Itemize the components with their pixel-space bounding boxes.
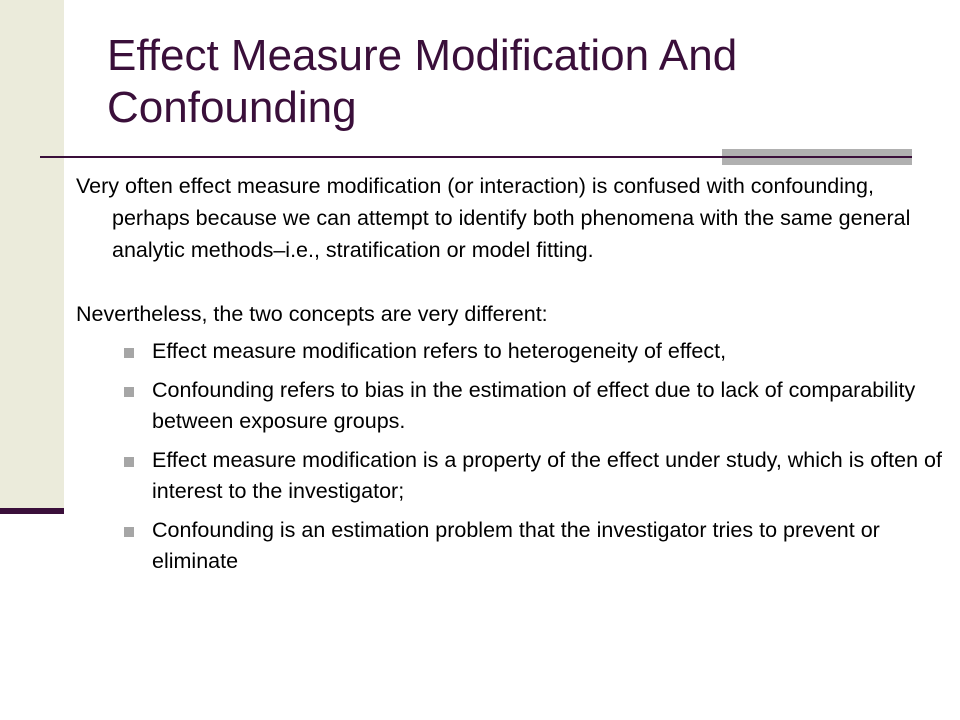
bullet-item (76, 445, 946, 507)
bullet-item (76, 375, 946, 437)
square-bullet-icon (124, 387, 134, 397)
slide-body (76, 170, 946, 585)
bullet-text: Confounding is an estimation problem that the investigator tries to prevent or eliminate (152, 518, 880, 573)
square-bullet-icon (124, 527, 134, 537)
bullet-item (76, 336, 946, 367)
slide-title: Effect Measure Modification And Confounding (107, 31, 738, 132)
side-accent-bar (0, 508, 64, 514)
bullet-text: Effect measure modification is a property of the effect under study, which is often of interest to the investigator; (152, 448, 942, 503)
lead-in-paragraph: Nevertheless, the two concepts are very different: (76, 302, 548, 326)
bullet-text: Confounding refers to bias in the estimation of effect due to lack of comparability between exposure groups. (152, 378, 916, 433)
square-bullet-icon (124, 457, 134, 467)
title-divider-accent (722, 149, 912, 165)
bullet-item (76, 515, 946, 577)
square-bullet-icon (124, 348, 134, 358)
bullet-text: Effect measure modification refers to heterogeneity of effect, (152, 339, 727, 363)
bullet-list (76, 336, 946, 577)
side-band (0, 0, 64, 508)
intro-paragraph: Very often effect measure modification (or interaction) is confused with confounding, perhaps because we can attempt to identify both phenomena with the same general analytic methods–i.e., stratification or model fitting. (76, 174, 911, 262)
